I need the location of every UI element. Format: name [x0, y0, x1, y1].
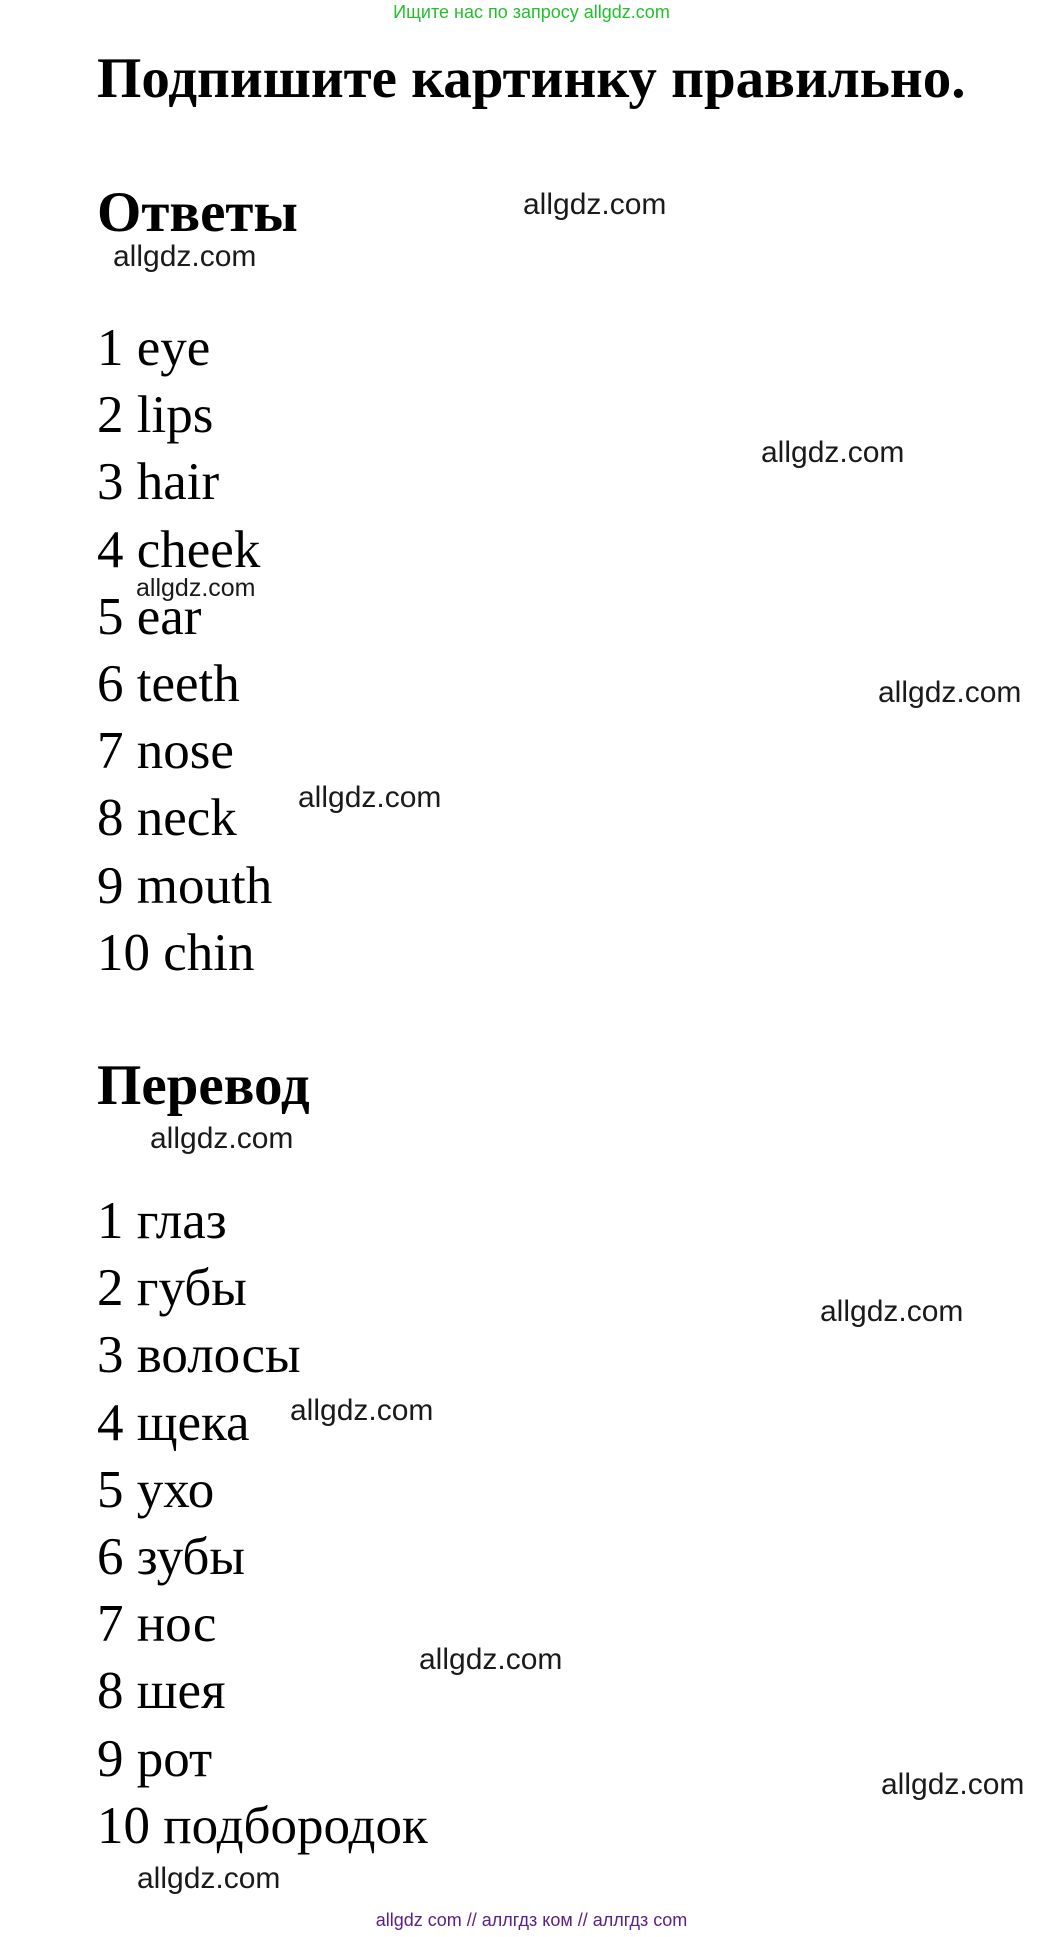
watermark: allgdz.com: [298, 781, 442, 814]
list-item: 10 подбородок: [97, 1796, 428, 1855]
watermark: allgdz.com: [290, 1394, 434, 1427]
watermark: allgdz.com: [150, 1122, 294, 1155]
list-item: 1 глаз: [97, 1192, 227, 1250]
list-item: 10 chin: [97, 923, 255, 982]
list-item: 8 neck: [97, 789, 237, 848]
watermark: allgdz.com: [761, 436, 905, 469]
list-item: 3 hair: [97, 453, 220, 512]
watermark: allgdz.com: [878, 676, 1022, 709]
footer-links[interactable]: allgdz com // аллгдз ком // аллгдз com: [375, 1910, 688, 1930]
answers-list: [97, 315, 272, 987]
list-item: 4 cheek: [97, 520, 261, 579]
list-item: 3 волосы: [97, 1326, 301, 1385]
answers-heading: Ответы: [97, 181, 298, 244]
list-item: 4 щека: [97, 1393, 250, 1452]
list-item: 7 nose: [97, 722, 234, 781]
list-item: 6 teeth: [97, 654, 240, 713]
page-title: Подпишите картинку правильно.: [97, 47, 966, 110]
list-item: 1 eye: [97, 319, 211, 377]
translation-heading: Перевод: [97, 1054, 310, 1117]
list-item: 9 рот: [97, 1729, 213, 1788]
watermark: allgdz.com: [419, 1643, 563, 1676]
watermark: allgdz.com: [881, 1768, 1025, 1801]
watermark: allgdz.com: [137, 1862, 281, 1895]
list-item: 8 шея: [97, 1662, 226, 1721]
watermark: allgdz.com: [113, 240, 257, 273]
list-item: 9 mouth: [97, 856, 273, 915]
list-item: 5 ear: [97, 587, 202, 646]
watermark: allgdz.com: [136, 574, 256, 602]
translation-list: [97, 1188, 428, 1860]
top-banner: Ищите нас по запросу allgdz.com: [393, 2, 670, 22]
list-item: 5 ухо: [97, 1460, 215, 1519]
list-item: 7 нос: [97, 1595, 217, 1654]
list-item: 2 губы: [97, 1259, 247, 1318]
watermark: allgdz.com: [523, 188, 667, 221]
list-item: 2 lips: [97, 386, 214, 445]
watermark: allgdz.com: [820, 1295, 964, 1328]
list-item: 6 зубы: [97, 1527, 245, 1586]
